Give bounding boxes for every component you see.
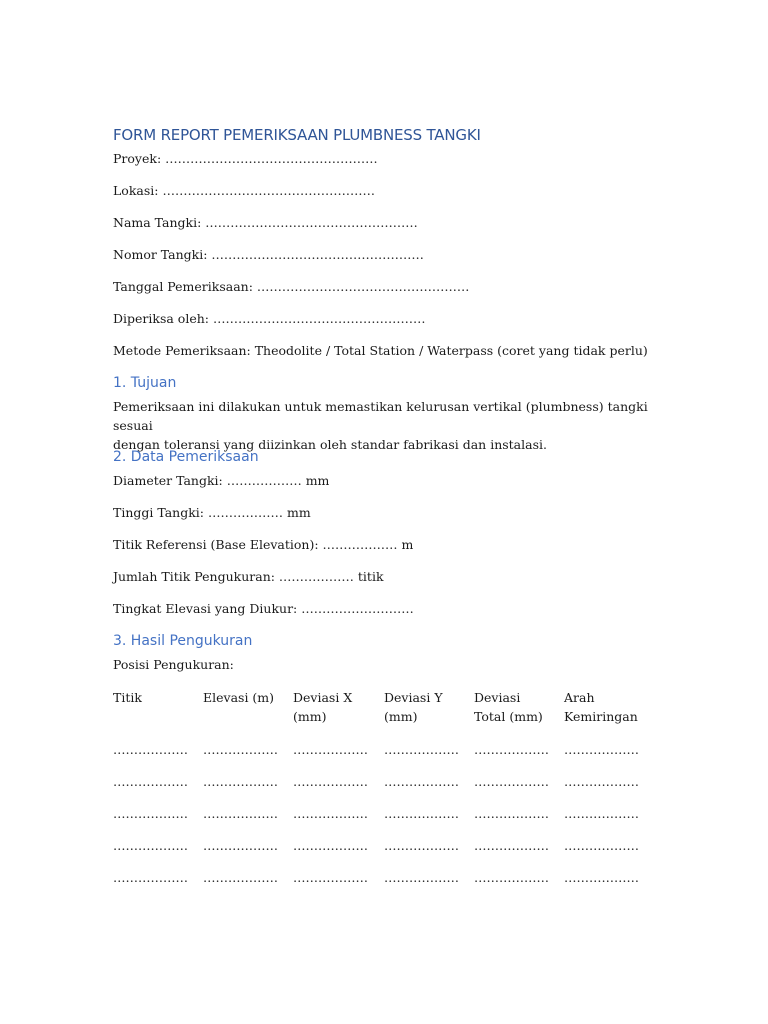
table-cell-blank: ……………… [113, 838, 188, 853]
table-header-label: Elevasi (m) [203, 690, 275, 705]
table-cell-blank: ……………… [384, 806, 459, 821]
table-cell-blank: ……………… [293, 806, 368, 821]
table-cell-blank: ……………… [384, 742, 459, 757]
table-cell-blank: ……………… [113, 774, 188, 789]
field-titik-referensi: Titik Referensi (Base Elevation): ……………… m [113, 537, 414, 552]
table-header-cell [293, 688, 352, 726]
table-cell-blank: ……………… [474, 774, 549, 789]
field-metode-pemeriksaan: Metode Pemeriksaan: Theodolite / Total Station / Waterpass (coret yang tidak perlu) [113, 343, 648, 358]
field-tingkat-elevasi: Tingkat Elevasi yang Diukur: ……………………… [113, 601, 414, 616]
table-header-label: Deviasi [474, 690, 521, 705]
table-cell-blank: ……………… [474, 838, 549, 853]
table-header-cell [384, 688, 443, 726]
field-tanggal-pemeriksaan: Tanggal Pemeriksaan: …………………………………………… [113, 279, 470, 294]
section-tujuan-heading: 1. Tujuan [113, 375, 177, 391]
field-lokasi: Lokasi: …………………………………………… [113, 183, 375, 198]
table-header-label: Total (mm) [474, 709, 543, 724]
table-cell-blank: ……………… [384, 870, 459, 885]
table-cell-blank: ……………… [113, 870, 188, 885]
section-tujuan-line-1: Pemeriksaan ini dilakukan untuk memastikan kelurusan vertikal (plumbness) tangki sesuai [113, 399, 648, 433]
table-cell-blank: ……………… [203, 742, 278, 757]
table-cell-blank: ……………… [203, 806, 278, 821]
table-cell-blank: ……………… [564, 806, 639, 821]
table-header-label: (mm) [384, 709, 418, 724]
table-header-label: Titik [113, 690, 142, 705]
table-cell-blank: ……………… [113, 742, 188, 757]
table-header-label: (mm) [293, 709, 327, 724]
table-cell-blank: ……………… [113, 806, 188, 821]
table-header-label: Deviasi Y [384, 690, 443, 705]
table-cell-blank: ……………… [203, 870, 278, 885]
table-header-cell [203, 688, 274, 707]
table-cell-blank: ……………… [564, 742, 639, 757]
table-header-label: Arah [564, 690, 595, 705]
table-cell-blank: ……………… [203, 838, 278, 853]
table-header-label: Deviasi X [293, 690, 353, 705]
table-cell-blank: ……………… [293, 838, 368, 853]
table-cell-blank: ……………… [474, 870, 549, 885]
table-cell-blank: ……………… [474, 806, 549, 821]
field-diperiksa-oleh: Diperiksa oleh: …………………………………………… [113, 311, 426, 326]
section-tujuan-text [113, 397, 668, 454]
table-header-cell [474, 688, 543, 726]
table-cell-blank: ……………… [293, 774, 368, 789]
section-hasil-heading: 3. Hasil Pengukuran [113, 633, 253, 649]
section-tujuan-line-2: dengan toleransi yang diizinkan oleh standar fabrikasi dan instalasi. [113, 437, 547, 452]
field-jumlah-titik: Jumlah Titik Pengukuran: ……………… titik [113, 569, 384, 584]
table-cell-blank: ……………… [474, 742, 549, 757]
table-cell-blank: ……………… [564, 774, 639, 789]
table-cell-blank: ……………… [384, 774, 459, 789]
field-nomor-tangki: Nomor Tangki: …………………………………………… [113, 247, 424, 262]
section-hasil-subtitle: Posisi Pengukuran: [113, 657, 234, 672]
section-data-heading: 2. Data Pemeriksaan [113, 449, 259, 465]
field-diameter-tangki: Diameter Tangki: ……………… mm [113, 473, 330, 488]
document-title: FORM REPORT PEMERIKSAAN PLUMBNESS TANGKI [113, 126, 481, 144]
table-cell-blank: ……………… [293, 742, 368, 757]
field-proyek: Proyek: …………………………………………… [113, 151, 378, 166]
table-header-label: Kemiringan [564, 709, 638, 724]
table-cell-blank: ……………… [293, 870, 368, 885]
table-cell-blank: ……………… [203, 774, 278, 789]
document-page [113, 0, 673, 1024]
table-cell-blank: ……………… [384, 838, 459, 853]
field-tinggi-tangki: Tinggi Tangki: ……………… mm [113, 505, 311, 520]
table-cell-blank: ……………… [564, 838, 639, 853]
field-nama-tangki: Nama Tangki: …………………………………………… [113, 215, 418, 230]
table-header-cell [113, 688, 142, 707]
table-header-cell [564, 688, 638, 726]
table-cell-blank: ……………… [564, 870, 639, 885]
